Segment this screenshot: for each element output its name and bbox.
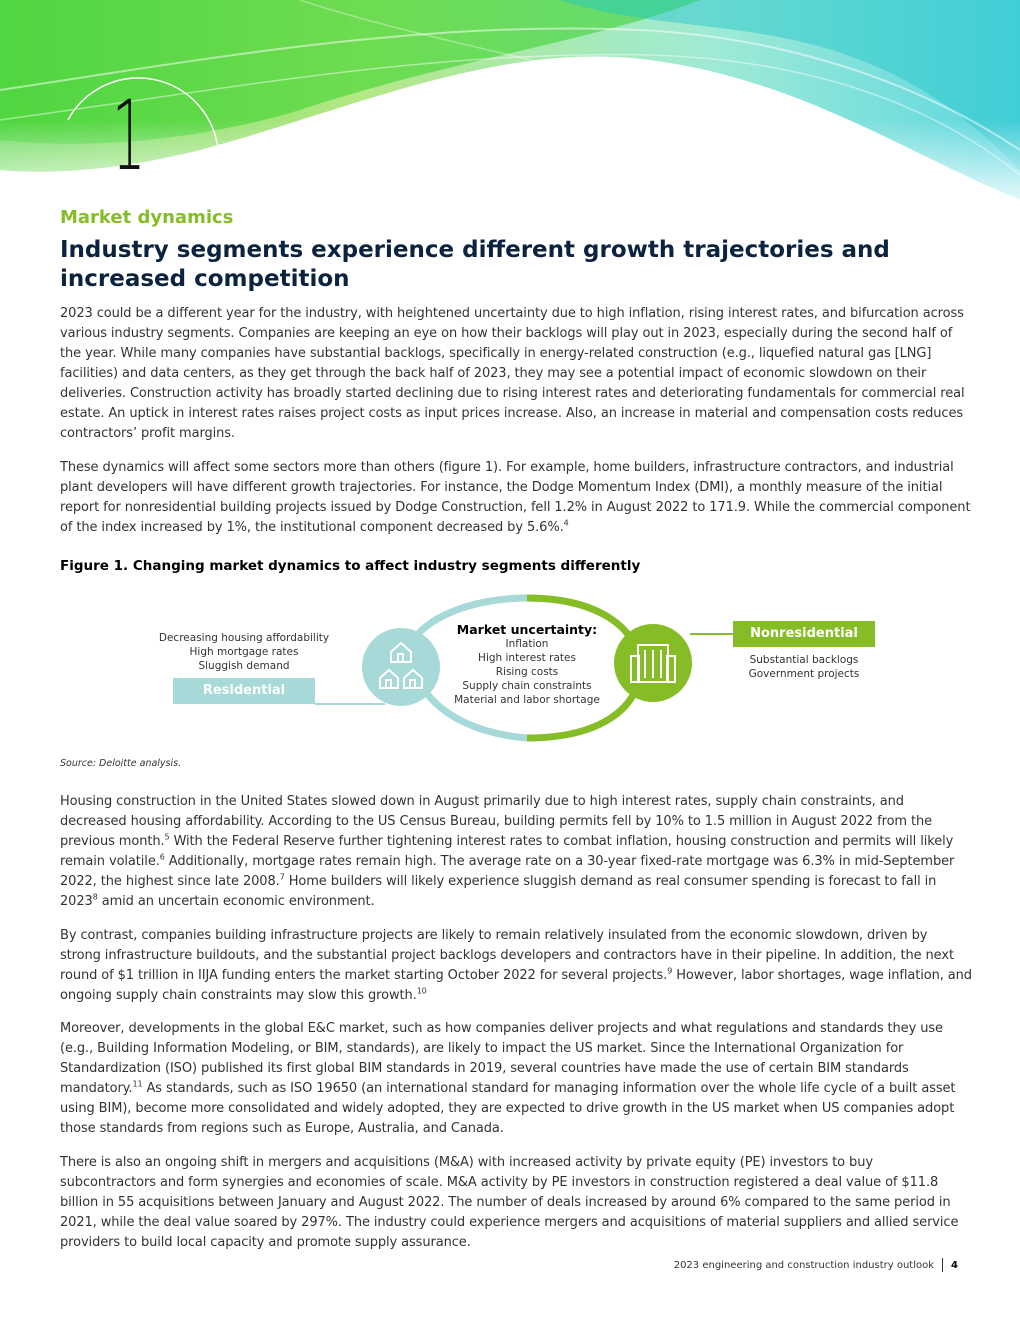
footnote-ref[interactable]: 10: [416, 986, 427, 996]
paragraph-text: As standards, such as ISO 19650 (an international standard for managing information over the whole life cycle of a built asset using BIM), become more consolidated and widely adopted, they are expected to drive growth in the US market when US companies adopt those standards from regions such as Europe, Australia, and Canada.: [60, 1081, 956, 1136]
footnote-ref[interactable]: 9: [667, 966, 673, 976]
body-paragraph-housing: [60, 792, 972, 912]
footer-divider: [942, 1258, 943, 1272]
footnote-ref[interactable]: 4: [563, 518, 569, 528]
paragraph-text: With the Federal Reserve further tightening interest rates to combat inflation, housing construction and permits will likely remain volatile.: [60, 834, 954, 869]
footnote-ref[interactable]: 8: [92, 892, 98, 902]
uncertainty-item: Inflation: [505, 638, 549, 650]
footnote-ref[interactable]: 11: [132, 1079, 143, 1089]
nonresidential-factor: Substantial backlogs: [749, 654, 859, 666]
nonresidential-factors: [733, 653, 875, 681]
uncertainty-item: Rising costs: [495, 666, 559, 678]
uncertainty-item: Supply chain constraints: [462, 680, 592, 692]
residential-factor: Decreasing housing affordability: [158, 632, 330, 644]
residential-label: Residential: [173, 678, 315, 704]
nonresidential-label: Nonresidential: [733, 621, 875, 647]
figure-source: Source: Deloitte analysis.: [60, 758, 182, 769]
intro-paragraph-2: [60, 458, 972, 538]
uncertainty-item: High interest rates: [478, 652, 576, 664]
nonresidential-factor: Government projects: [748, 668, 860, 680]
page-footer: [674, 1258, 958, 1272]
residential-factor: High mortgage rates: [189, 646, 299, 658]
figure-title: Figure 1. Changing market dynamics to affect industry segments differently: [60, 558, 641, 574]
section-kicker: Market dynamics: [60, 207, 234, 228]
intro-paragraph-1: 2023 could be a different year for the industry, with heightened uncertainty due to high inflation, rising interest rates, and bifurcation across various industry segments. Companies are keeping an eye on how their backlogs will play out in 2023, especially during the second half of the year. While many companies have substantial backlogs, specifically in energy-related construction (e.g., liquefied natural gas [LNG] facilities) and data centers, as they get through the back half of 2023, they may see a potential impact of economic slowdown on their deliveries. Construction activity has broadly started declining due to rising interest rates and deteriorating fundamentals for commercial real estate. An uptick in interest rates raises project costs as input prices increase. Also, an increase in material and compensation costs reduces contractors’ profit margins.: [60, 306, 965, 441]
body-paragraph-global: [60, 1019, 972, 1139]
footnote-ref[interactable]: 5: [164, 832, 170, 842]
uncertainty-title: Market uncertainty:: [456, 622, 598, 637]
paragraph-text: Housing construction in the United States slowed down in August primarily due to high interest rates, supply chain constraints, and decreased housing affordability. According to the US Census Bureau, building permits fell by 10% to 1.5 million in August 2022 from the previous month.: [60, 794, 933, 849]
paragraph-text: By contrast, companies building infrastructure projects are likely to remain relatively insulated from the economic slowdown, driven by strong infrastructure buildouts, and the substantial project backlogs developers and contractors have in their pipeline. In addition, the next round of $1 trillion in IIJA funding enters the market starting October 2022 for several projects.: [60, 928, 954, 983]
body-paragraph-ma: There is also an ongoing shift in mergers and acquisitions (M&A) with increased activity by private equity (PE) investors to buy subcontractors and form synergies and economies of scale. M&A activity by PE investors in construction registered a deal value of $11.8 billion in 55 acquisitions between January and August 2022. The number of deals increased by around 6% compared to the same period in 2021, while the deal value soared by 297%. The industry could experience mergers and acquisitions of material suppliers and allied service providers to build local capacity and promote supply assurance.: [60, 1155, 959, 1250]
chapter-number: 1: [112, 80, 146, 192]
paragraph-text: amid an uncertain economic environment.: [97, 894, 375, 909]
body-paragraph-infrastructure: [60, 926, 972, 1006]
paragraph-text: These dynamics will affect some sectors more than others (figure 1). For example, home builders, infrastructure contractors, and industrial plant developers will have different growth trajectories. For instance, the Dodge Momentum Index (DMI), a monthly measure of the initial report for nonresidential building projects issued by Dodge Construction, fell 1.2% in August 2022 to 171.9. While the commercial component of the index increased by 1%, the institutional component decreased by 5.6%.: [60, 460, 971, 535]
header-banner: [0, 0, 1020, 215]
residential-factors: [150, 631, 338, 673]
houses-icon: [362, 628, 440, 706]
footer-title: 2023 engineering and construction industry outlook: [673, 1259, 935, 1271]
footnote-ref[interactable]: 6: [159, 852, 165, 862]
page-title: Industry segments experience different growth trajectories and increased competition: [60, 237, 890, 292]
market-uncertainty-list: [447, 623, 607, 707]
uncertainty-item: Material and labor shortage: [454, 694, 600, 706]
paragraph-text: Moreover, developments in the global E&C market, such as how companies deliver projects and what regulations and standards they use (e.g., Building Information Modeling, or BIM, standards), are likely to impact the US market. Since the International Organization for Standardization (ISO) published its first global BIM standards in 2019, several countries have made the use of certain BIM standards mandatory.: [60, 1021, 943, 1096]
paragraph-text: Additionally, mortgage rates remain high. The average rate on a 30-year fixed-rate mortgage was 6.3% in mid-September 2022, the highest since late 2008.: [60, 854, 955, 889]
residential-factor: Sluggish demand: [198, 660, 290, 672]
page-number: 4: [951, 1259, 958, 1271]
footnote-ref[interactable]: 7: [279, 872, 285, 882]
paragraph-text: Home builders will likely experience sluggish demand as real consumer spending is forecast to fall in 2023: [60, 874, 937, 909]
paragraph-text: However, labor shortages, wage inflation, and ongoing supply chain constraints may slow this growth.: [60, 968, 972, 1003]
